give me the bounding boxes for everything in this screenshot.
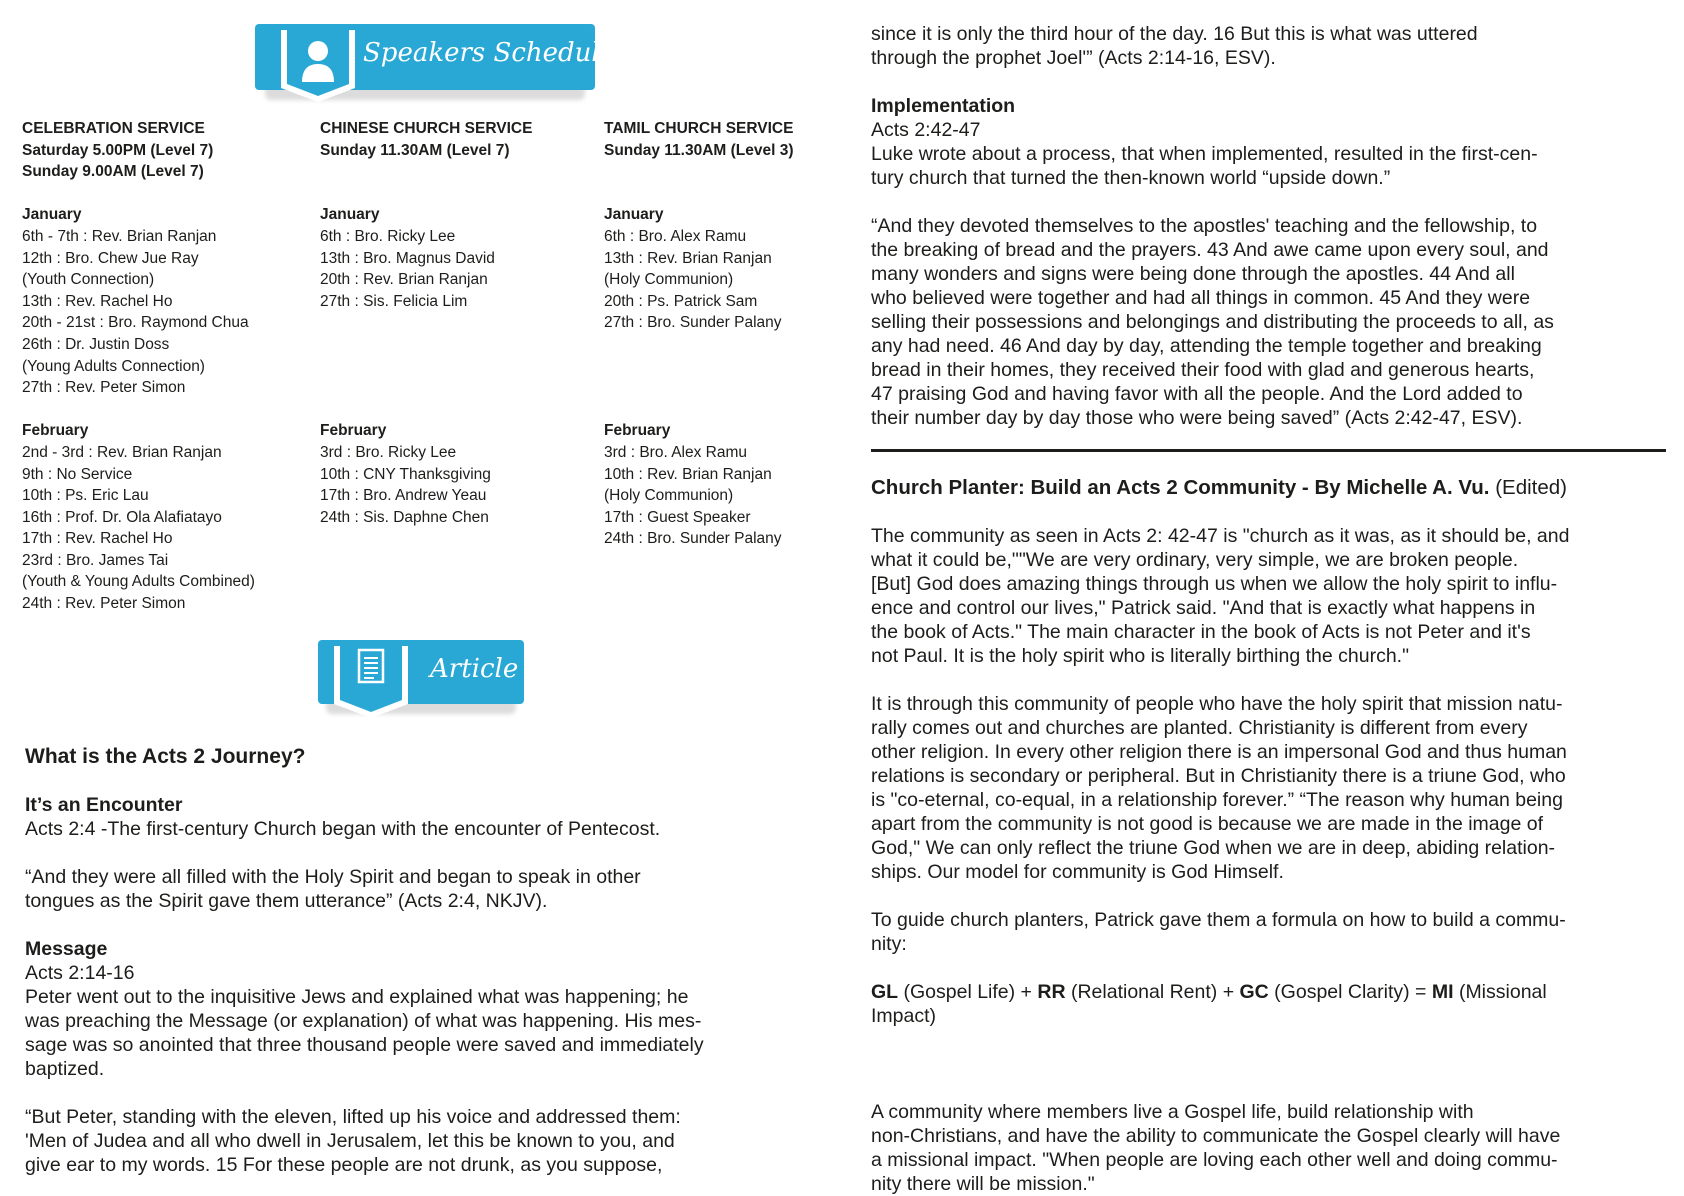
quote-line: who believed were together and had all things in common. 45 And they were bbox=[871, 287, 1531, 309]
schedule-entry: 24th : Bro. Sunder Palany bbox=[604, 530, 782, 548]
schedule-entry: 16th : Prof. Dr. Ola Alafiatayo bbox=[22, 508, 222, 526]
schedule-entry: (Young Adults Connection) bbox=[22, 357, 205, 375]
body-line: what it could be,""We are very ordinary, very simple, we are broken people. bbox=[871, 549, 1519, 571]
schedule-entry: (Holy Communion) bbox=[604, 487, 734, 505]
body-line: Peter went out to the inquisitive Jews and explained what was happening; he bbox=[25, 986, 689, 1008]
body-line: non-Christians, and have the ability to communicate the Gospel clearly will have bbox=[871, 1125, 1561, 1147]
body-line: A community where members live a Gospel life, build relationship with bbox=[871, 1101, 1474, 1123]
formula-line-2: Impact) bbox=[871, 1005, 937, 1027]
church-planter-title: Church Planter: Build an Acts 2 Community - By Michelle A. Vu. bbox=[871, 476, 1490, 499]
edited-note: (Edited) bbox=[1495, 476, 1567, 499]
quote-line: “And they were all filled with the Holy Spirit and began to speak in other bbox=[25, 866, 641, 888]
body-line: It is through this community of people who have the holy spirit that mission natu- bbox=[871, 693, 1563, 715]
schedule-entry: (Holy Communion) bbox=[604, 271, 734, 289]
schedule-entry: 6th - 7th : Rev. Brian Ranjan bbox=[22, 227, 217, 245]
month-heading: January bbox=[22, 206, 82, 224]
body-line: a missional impact. "When people are loving each other well and doing commu- bbox=[871, 1149, 1558, 1171]
schedule-entry: 27th : Rev. Peter Simon bbox=[22, 379, 186, 397]
schedule-entry: 10th : Ps. Eric Lau bbox=[22, 487, 149, 505]
body-line: The community as seen in Acts 2: 42-47 is "church as it was, as it should be, and bbox=[871, 525, 1570, 547]
schedule-entry: 3rd : Bro. Ricky Lee bbox=[320, 443, 457, 461]
body-line: ence and control our lives," Patrick said. "And that is exactly what happens in bbox=[871, 597, 1536, 619]
section-heading-encounter: It’s an Encounter bbox=[25, 794, 183, 816]
service-heading: CELEBRATION SERVICE bbox=[22, 120, 205, 137]
body-line: [But] God does amazing things through us when we allow the holy spirit to influ- bbox=[871, 573, 1558, 595]
service-heading: TAMIL CHURCH SERVICE bbox=[604, 120, 794, 137]
schedule-entry: 26th : Dr. Justin Doss bbox=[22, 335, 170, 353]
quote-line: “And they devoted themselves to the apostles' teaching and the fellowship, to bbox=[871, 215, 1538, 237]
body-line: ships. Our model for community is God Himself. bbox=[871, 861, 1284, 883]
schedule-entry: 20th : Ps. Patrick Sam bbox=[604, 292, 758, 310]
scripture-reference: Acts 2:42-47 bbox=[871, 119, 981, 141]
quote-line: through the prophet Joel'” (Acts 2:14-16, ESV). bbox=[871, 47, 1276, 69]
schedule-entry: 24th : Sis. Daphne Chen bbox=[320, 508, 489, 526]
schedule-entry: 2nd - 3rd : Rev. Brian Ranjan bbox=[22, 443, 222, 461]
section-heading-implementation: Implementation bbox=[871, 95, 1016, 117]
scripture-reference: Acts 2:14-16 bbox=[25, 962, 135, 984]
scripture-reference: Acts 2:4 -The first-century Church began with the encounter of Pentecost. bbox=[25, 818, 661, 840]
body-line: nity: bbox=[871, 933, 907, 955]
quote-line: the breaking of bread and the prayers. 43 And awe came upon every soul, and bbox=[871, 239, 1549, 261]
formula-mi-text: (Missional bbox=[1453, 981, 1547, 1003]
service-time: Saturday 5.00PM (Level 7) bbox=[22, 141, 214, 159]
body-line: apart from the community is not good is because we are made in the image of bbox=[871, 813, 1544, 835]
body-line: not Paul. It is the holy spirit who is literally birthing the church." bbox=[871, 645, 1410, 667]
schedule-entry: 24th : Rev. Peter Simon bbox=[22, 595, 186, 613]
service-time: Sunday 11.30AM (Level 7) bbox=[320, 141, 510, 159]
quote-line: since it is only the third hour of the day. 16 But this is what was uttered bbox=[871, 23, 1478, 45]
body-line: To guide church planters, Patrick gave them a formula on how to build a commu- bbox=[871, 909, 1566, 931]
schedule-entry: 20th - 21st : Bro. Raymond Chua bbox=[22, 314, 249, 332]
schedule-entry: 17th : Rev. Rachel Ho bbox=[22, 530, 173, 548]
quote-line: “But Peter, standing with the eleven, lifted up his voice and addressed them: bbox=[25, 1106, 681, 1128]
speakers-schedule-title: Speakers Schedule bbox=[363, 38, 616, 68]
body-line: the book of Acts." The main character in the book of Acts is not Peter and it's bbox=[871, 621, 1531, 643]
schedule-entry: 27th : Bro. Sunder Palany bbox=[604, 314, 782, 332]
formula-line bbox=[871, 980, 1666, 1004]
article-left-column bbox=[25, 745, 815, 1177]
schedule-column-chinese bbox=[320, 118, 590, 528]
body-line: God," We can only reflect the triune God when we are in deep, abiding relation- bbox=[871, 837, 1556, 859]
schedule-entry: 3rd : Bro. Alex Ramu bbox=[604, 443, 748, 461]
body-line: Luke wrote about a process, that when implemented, resulted in the first-cen- bbox=[871, 143, 1538, 165]
article-banner bbox=[318, 640, 524, 720]
month-heading: January bbox=[604, 206, 664, 224]
schedule-entry: 13th : Rev. Rachel Ho bbox=[22, 292, 173, 310]
quote-line: their number day by day those who were being saved” (Acts 2:42-47, ESV). bbox=[871, 407, 1523, 429]
formula-gc: GC bbox=[1239, 981, 1269, 1003]
schedule-entry: 17th : Bro. Andrew Yeau bbox=[320, 487, 487, 505]
schedule-entry: 20th : Rev. Brian Ranjan bbox=[320, 271, 488, 289]
section-divider bbox=[871, 449, 1666, 452]
document-icon bbox=[326, 640, 416, 732]
schedule-entry: 27th : Sis. Felicia Lim bbox=[320, 292, 468, 310]
body-line: is "co-eternal, co-equal, in a relationship forever.” “The reason why human being bbox=[871, 789, 1563, 811]
month-heading: January bbox=[320, 206, 380, 224]
quote-line: selling their possessions and belongings and distributing the proceeds to all, as bbox=[871, 311, 1554, 333]
quote-line: bread in their homes, they received their food with glad and generous hearts, bbox=[871, 359, 1535, 381]
month-heading: February bbox=[604, 422, 671, 440]
quote-line: tongues as the Spirit gave them utterance” (Acts 2:4, NKJV). bbox=[25, 890, 548, 912]
schedule-entry: 13th : Bro. Magnus David bbox=[320, 249, 495, 267]
body-line: was preaching the Message (or explanation) of what was happening. His mes- bbox=[25, 1010, 702, 1032]
church-planter-section bbox=[871, 476, 1666, 1196]
month-heading: February bbox=[320, 422, 387, 440]
body-line: rally comes out and churches are planted. Christianity is different from every bbox=[871, 717, 1528, 739]
section-title-church-planter bbox=[871, 476, 1666, 500]
speakers-schedule-banner bbox=[255, 24, 616, 104]
body-line: other religion. In every other religion there is an impersonal God and thus human bbox=[871, 741, 1567, 763]
formula-mi: MI bbox=[1431, 981, 1454, 1003]
article-banner-title: Article bbox=[430, 654, 519, 684]
service-heading: CHINESE CHURCH SERVICE bbox=[320, 120, 533, 137]
section-heading-message: Message bbox=[25, 938, 108, 960]
schedule-column-celebration bbox=[22, 118, 312, 615]
schedule-entry: 6th : Bro. Alex Ramu bbox=[604, 227, 747, 245]
quote-line: many wonders and signs were being done through the apostles. 44 And all bbox=[871, 263, 1515, 285]
schedule-entry: 10th : CNY Thanksgiving bbox=[320, 465, 491, 483]
service-time: Sunday 11.30AM (Level 3) bbox=[604, 141, 794, 159]
article-title: What is the Acts 2 Journey? bbox=[25, 745, 306, 768]
body-line: nity there will be mission." bbox=[871, 1173, 1095, 1195]
quote-line: give ear to my words. 15 For these people are not drunk, as you suppose, bbox=[25, 1154, 663, 1176]
formula-gl-text: (Gospel Life) + bbox=[898, 981, 1038, 1003]
schedule-column-tamil bbox=[604, 118, 844, 550]
body-line: baptized. bbox=[25, 1058, 105, 1080]
schedule-entry: 6th : Bro. Ricky Lee bbox=[320, 227, 456, 245]
month-heading: February bbox=[22, 422, 89, 440]
schedule-entry: 12th : Bro. Chew Jue Ray bbox=[22, 249, 199, 267]
schedule-entry: 9th : No Service bbox=[22, 465, 133, 483]
schedule-entry: 17th : Guest Speaker bbox=[604, 508, 751, 526]
formula-rr: RR bbox=[1037, 981, 1066, 1003]
person-icon bbox=[273, 24, 363, 116]
quote-line: 47 praising God and having favor with all the people. And the Lord added to bbox=[871, 383, 1523, 405]
schedule-entry: (Youth & Young Adults Combined) bbox=[22, 573, 255, 591]
body-line: tury church that turned the then-known world “upside down.” bbox=[871, 167, 1391, 189]
formula-rr-text: (Relational Rent) + bbox=[1065, 981, 1240, 1003]
body-line: sage was so anointed that three thousand people were saved and immediately bbox=[25, 1034, 704, 1056]
schedule-entry: 23rd : Bro. James Tai bbox=[22, 551, 169, 569]
article-right-column bbox=[871, 22, 1666, 430]
schedule-entry: 10th : Rev. Brian Ranjan bbox=[604, 465, 772, 483]
formula-gl: GL bbox=[871, 981, 899, 1003]
quote-line: any had need. 46 And day by day, attending the temple together and breaking bbox=[871, 335, 1542, 357]
service-time: Sunday 9.00AM (Level 7) bbox=[22, 163, 204, 181]
schedule-entry: 13th : Rev. Brian Ranjan bbox=[604, 249, 772, 267]
schedule-entry: (Youth Connection) bbox=[22, 271, 155, 289]
formula-gc-text: (Gospel Clarity) = bbox=[1268, 981, 1432, 1003]
body-line: relations is secondary or peripheral. But in Christianity there is a triune God, who bbox=[871, 765, 1566, 787]
quote-line: 'Men of Judea and all who dwell in Jerusalem, let this be known to you, and bbox=[25, 1130, 675, 1152]
